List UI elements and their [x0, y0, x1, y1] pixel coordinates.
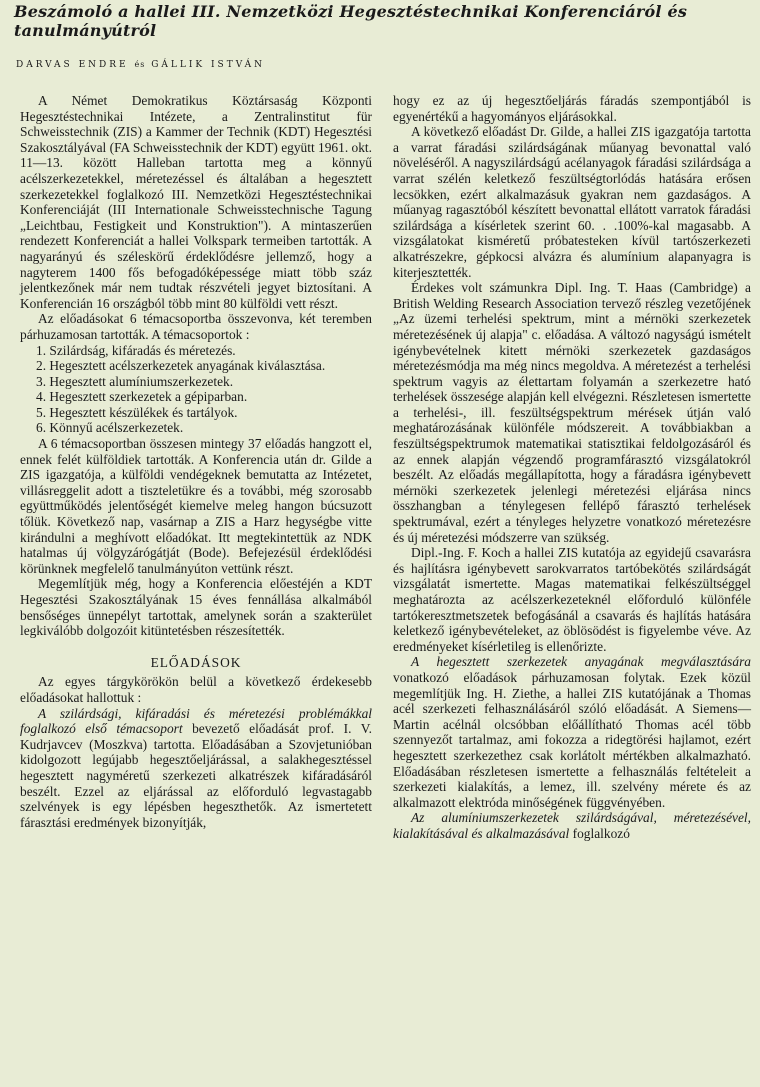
- emphasis-text: Az alumíniumszerkezetek szilárdságával, méretezésével, kialakításával és alkalmazásával: [393, 810, 751, 841]
- author-separator: és: [134, 60, 146, 69]
- emphasis-text: A szilárdsági, kifáradási és méretezési problémákkal foglalkozó első témacsoport: [20, 705, 372, 737]
- paragraph-material-selection: [393, 654, 751, 810]
- paragraph-text: bevezető előadását prof. I. V. Kudrjavcev (Moszkva) tartotta. Előadásában a Szovjetunióban kidolgozott legújabb hegesztőeljárással, a salakhegesztéssel hegesztett nagyméretű szerkezeti alkatrészek kifáradásáról beszélt. Ezzel az eljárással az előforduló legvastagabb szelvények is egy lépésben hegeszthetők. Az ismertetett fárasztási eredmények bizonyítják,: [20, 721, 372, 830]
- topic-group-item: 3. Hegesztett alumíniumszerkezetek.: [36, 373, 234, 389]
- paragraph-lectures-intro: Az egyes tárgykörökön belül a következő érdekesebb előadásokat hallottuk :: [20, 674, 372, 705]
- paragraph-haas: Érdekes volt számunkra Dipl. Ing. T. Haas (Cambridge) a British Welding Research Association tervező részleg vezetőjének „Az üzemi terhelési spektrum, mint a mérnöki szerkezetek méretezésének új alapja" c. előadása. A változó nagyságú ismételt igénybevételnek kitett mérnöki szerkezetek gazdaságos méretezésmódja ma még nincs megoldva. A méretezést a terhelési spektrum vagyis az élettartam folyamán a szerkezetre ható terhelések összesége alapján kell elvégezni. Részletesen ismertette a terhelési-, ill. feszültségspektrum mérések útján való meghatározásának különféle módszereit. A továbbiakban a feszültségspektrumok matematikai statisztikai feldolgozásáról és az ennek alapján végzendő programfárasztó vizsgálatokról beszélt. Az előadás megállapította, hogy a fáradásra igénybevett mérnöki szerkezetek jelenlegi méretezési eljárása nincs összhangban a ténylegesen fellépő fárasztó terhelések spektrumával, ezért a tényleges helyzetre vonatkozó méretezésre és új méretezési módszerre van szükség.: [393, 280, 751, 545]
- right-column: [393, 93, 751, 842]
- left-column: [20, 93, 372, 830]
- article-title: Beszámoló a hallei III. Nemzetközi Hegesztéstechnikai Konferenciáról és tanulmányútról: [14, 2, 688, 40]
- paragraph-koch: Dipl.-Ing. F. Koch a hallei ZIS kutatója az egyidejű csavarásra és hajlításra igénybevett sarokvarratos tartóbekötés szilárdságát vizsgálatát ismertette. Magas matematikai felkészültséggel meghatározta az acélszerkezeteknél előforduló különféle tartókeresztmetszetek befogásánál a csavarás és hajlítás hatására keletkező igénybevételeket, az öblösödést is figyelembe véve. Az eredményeket kísérletileg is ellenőrizte.: [393, 545, 751, 654]
- author-2: GÁLLIK ISTVÁN: [151, 60, 265, 70]
- paragraph-gilde: A következő előadást Dr. Gilde, a hallei ZIS igazgatója tartotta a varrat fáradási szilárdságának műanyag bevonattal való növeléséről. A nagyszilárdságú acélanyagok fáradási szilárdsága a varrat szélén keletkező feszültségtorlódás hatására erősen lecsökken, ezért alkalmazásuk gyakran nem gazdaságos. A műanyag ragasztóból készített bevonattal ellátott varratok fáradási szilárdsága a kísérletek szerint 60. . .100%-kal magasabb. A vizsgálatokat kisméretű próbatesteken kívül tartószerkezeti alkatrészekre, gépkocsi alvázra és alumínium alapanyagra is kiterjesztették.: [393, 124, 751, 280]
- emphasis-text: A hegesztett szerkezetek anyagának megválasztására: [411, 654, 751, 670]
- paragraph-intro: A Német Demokratikus Köztársaság Központi Hegesztéstechnikai Intézete, a Zentralinstitut für Schweisstechnik (ZIS) a Kammer der Technik (KDT) Hegesztési Szakosztályával (FA Schweisstechnik der KDT) együtt 1961. okt. 11—13. között Halleban tartotta meg a könnyű acélszerkezetekkel, méretezéssel és általában a hegesztett szerkezetekkel foglalkozó III. Nemzetközi Hegesztéstechnikai Konferenciáját (III Internationale Schweisstechnische Tagung „Leichtbau, Festigkeit und Konstruktion"). A mintaszerűen rendezett Konferenciát a hallei Volkspark termeiben tartották. A nagyarányú és széleskörű érdeklődésre jellemző, hogy a nagyterem 1400 fős befogadóképessége miatt több száz jelentkezőnek már nem tudtak részvételi jegyet biztosítani. A Konferencián 16 országból több mint 80 külföldi vett részt.: [20, 93, 372, 311]
- topic-group-item: 2. Hegesztett acélszerkezetek anyagának kiválasztása.: [36, 358, 326, 374]
- paragraph-text: foglalkozó: [569, 825, 630, 841]
- section-heading: ELŐADÁSOK: [150, 654, 242, 670]
- paragraph-aluminium: [393, 810, 751, 841]
- paragraph-visit: A 6 témacsoportban összesen mintegy 37 előadás hangzott el, ennek felét külföldiek tartották. A Konferencia után dr. Gilde a ZIS igazgatója, a külföldi vendégeknek bemutatta az Intézetet, villásreggelit adott a tiszteletükre és a további, még szorosabb együttműködés jelentőségét kiemelve meleg hangon búcsuzott tőlük. Következő nap, vasárnap a ZIS a Harz hegységbe vitte kirándulni a meghívott előadókat. Itt megtekintettük az NDK hatalmas új völgyzárógátját (Bode). Befejezésül érdeklődési körünknek megfelelő tanulmányúton vettünk részt.: [20, 436, 372, 576]
- paragraph-anniversary: Megemlítjük még, hogy a Konferencia előestéjén a KDT Hegesztési Szakosztályának 15 éves fennállása alkalmából bensőséges ünnepélyt tartottak, amelynek során a szakterület legkiválóbb dolgozóit kitüntetésben részesítették.: [20, 576, 372, 639]
- topic-group-list: [20, 343, 372, 437]
- article-authors: [16, 60, 265, 70]
- paragraph-first-group: [20, 706, 372, 831]
- paragraph-topic-groups: Az előadásokat 6 témacsoportba összevonva, két teremben párhuzamosan tartották. A témacsoportok :: [20, 311, 372, 342]
- topic-group-item: 5. Hegesztett készülékek és tartályok.: [36, 404, 238, 420]
- topic-group-item: 6. Könnyű acélszerkezetek.: [36, 420, 184, 436]
- paragraph-text: vonatkozó előadások párhuzamosan folytak. Ezek közül megemlítjük Ing. H. Ziethe, a hallei ZIS kutatójának a Thomas acél szerkezeti felhasználásáról szóló előadását. A Siemens—Martin acélnál olcsóbban előállítható Thomas acél több szennyezőt tartalmaz, ami fokozza a ridegtörési hajlamot, ezért hegesztett szerkezethez csak korlátolt mértékben alkalmazható. Előadásában részletesen ismertette a felhasználás feltételeit a szerkezeti kialakítás, a lemez, ill. szelvény mérete és az alkalmazott elektróda minőségének függvényében.: [393, 669, 751, 810]
- topic-group-item: 4. Hegesztett szerkezetek a gépiparban.: [36, 389, 248, 405]
- paragraph-continuation: hogy ez az új hegesztőeljárás fáradás szempontjából is egyenértékű a hagyományos eljárásokkal.: [393, 93, 751, 124]
- author-1: DARVAS ENDRE: [16, 60, 129, 70]
- topic-group-item: 1. Szilárdság, kifáradás és méretezés.: [36, 342, 236, 358]
